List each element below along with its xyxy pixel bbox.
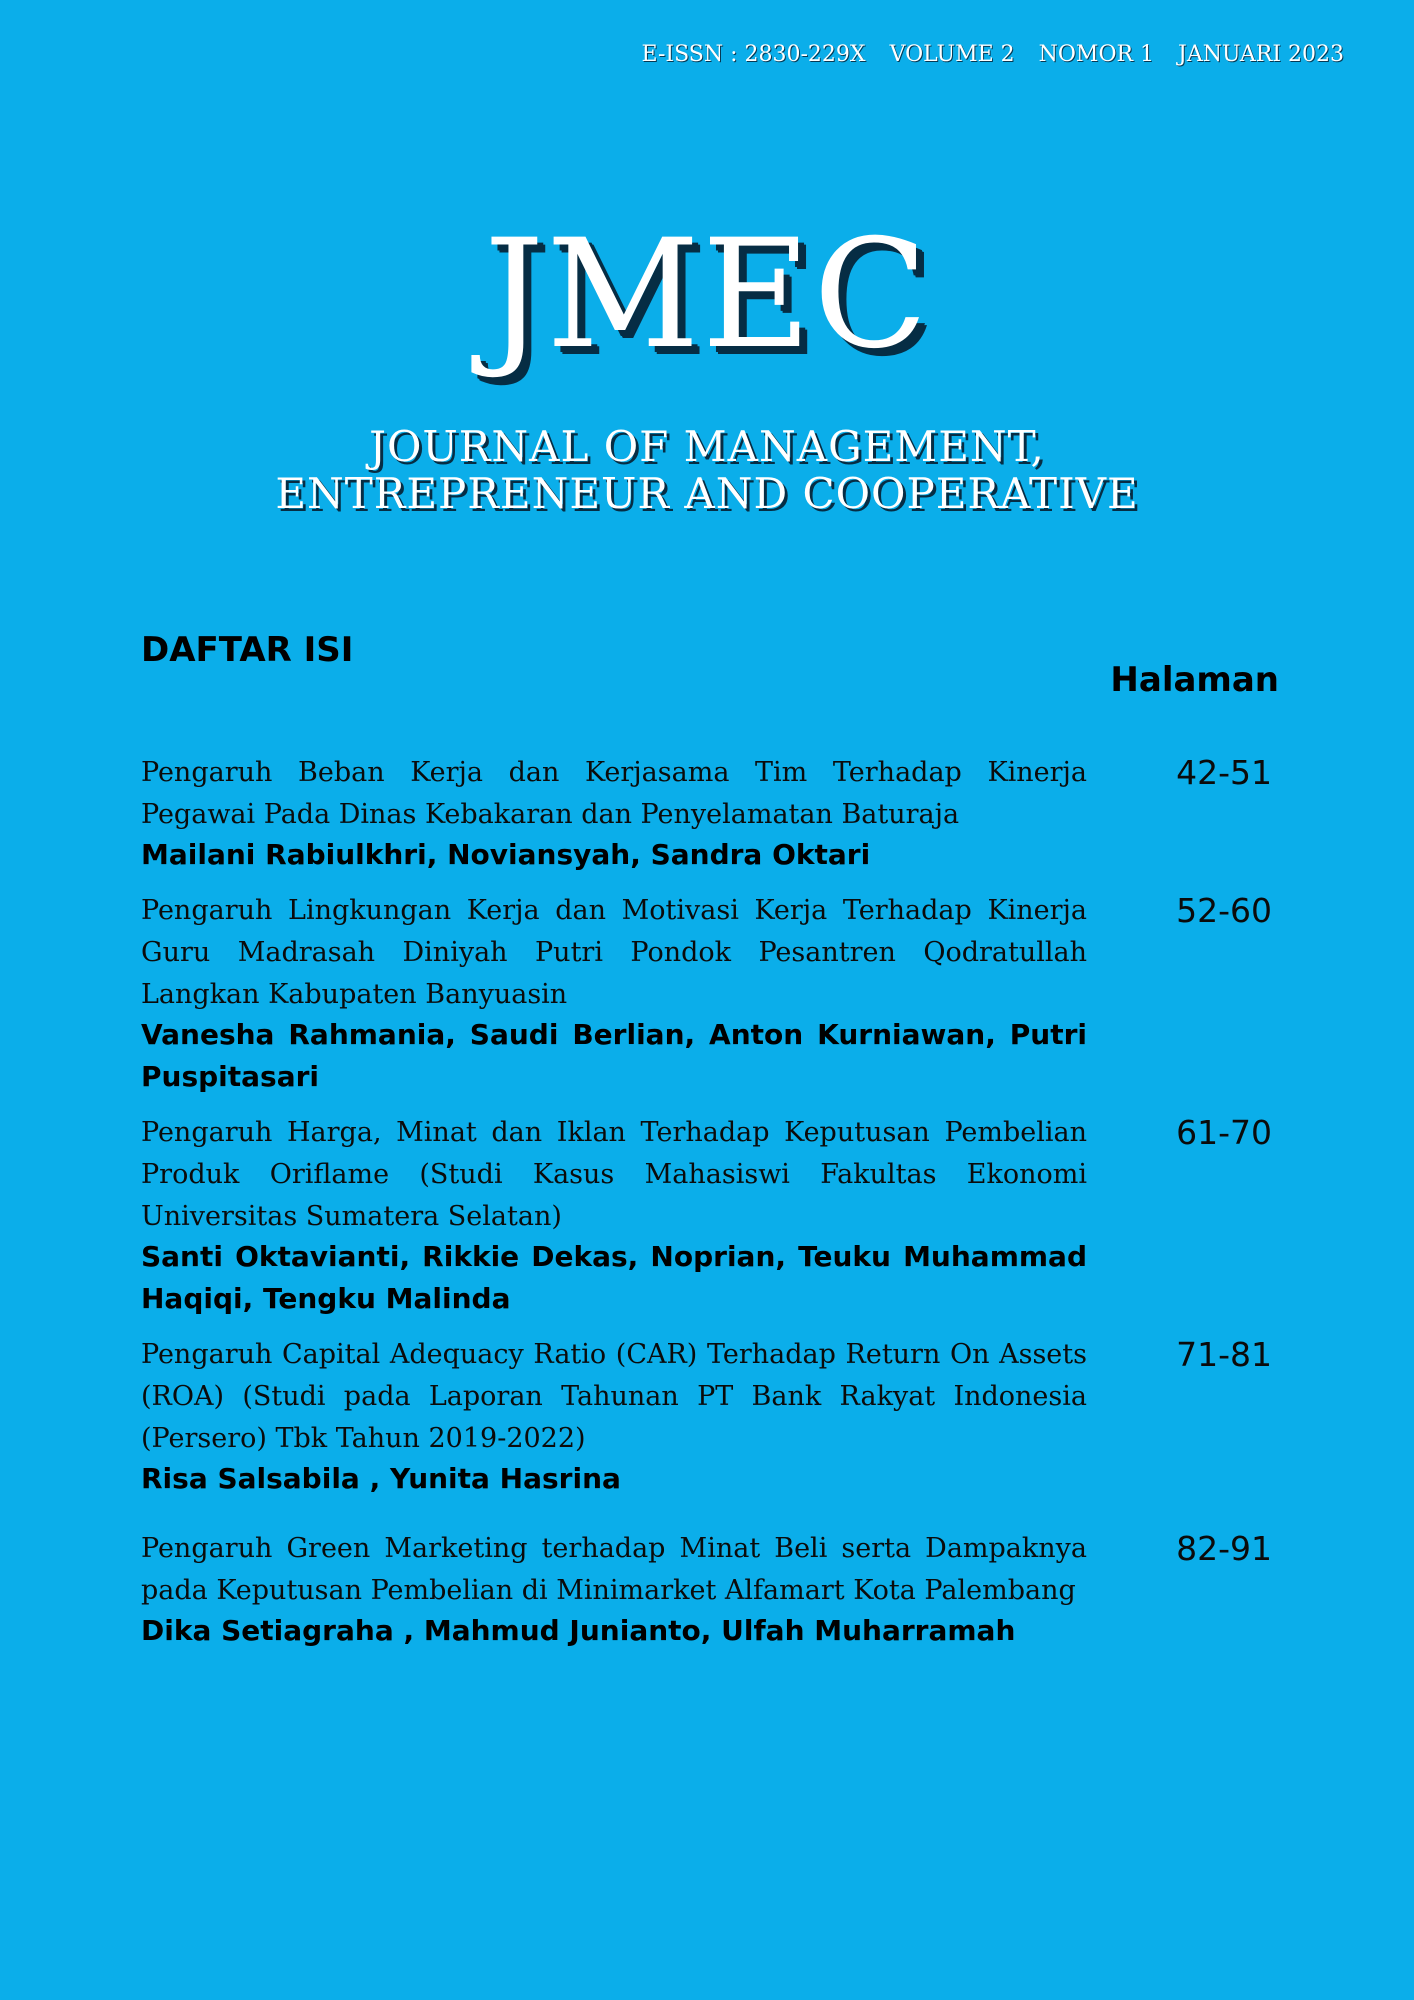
issue-info bbox=[642, 42, 1345, 67]
toc-entry-3 bbox=[141, 1112, 1272, 1320]
eissn-label: E-ISSN : 2830-229X bbox=[641, 42, 866, 67]
article-title: Pengaruh Lingkungan Kerja dan Motivasi Kerja Terhadap Kinerja Guru Madrasah Diniyah Putri Pondok Pesantren Qodratullah Langkan Kabupaten Banyuasin bbox=[141, 895, 1087, 1010]
toc-entry-5 bbox=[141, 1528, 1272, 1652]
issue-date-label: JANUARI 2023 bbox=[1178, 42, 1344, 67]
journal-name-line-2: ENTREPRENEUR AND COOPERATIVE bbox=[275, 469, 1139, 518]
volume-label: VOLUME 2 bbox=[889, 42, 1015, 67]
article-pages: 71-81 bbox=[1176, 1335, 1272, 1374]
toc-entry-4 bbox=[141, 1334, 1272, 1500]
number-label: NOMOR 1 bbox=[1038, 42, 1155, 67]
article-title: Pengaruh Harga, Minat dan Iklan Terhadap Keputusan Pembelian Produk Oriflame (Studi Kasus Mahasiswi Fakultas Ekonomi Universitas Sumatera Selatan) bbox=[141, 1117, 1087, 1232]
journal-name-line-1: JOURNAL OF MANAGEMENT, bbox=[369, 422, 1045, 471]
article-authors: Santi Oktavianti, Rikkie Dekas, Noprian, Teuku Muhammad Haqiqi, Tengku Malinda bbox=[141, 1240, 1087, 1315]
article-authors: Vanesha Rahmania, Saudi Berlian, Anton Kurniawan, Putri Puspitasari bbox=[141, 1018, 1087, 1093]
article-title: Pengaruh Green Marketing terhadap Minat Beli serta Dampaknya pada Keputusan Pembelian di Minimarket Alfamart Kota Palembang bbox=[141, 1533, 1087, 1606]
article-pages: 42-51 bbox=[1176, 753, 1272, 792]
toc-entry-1 bbox=[141, 752, 1272, 876]
article-authors: Dika Setiagraha , Mahmud Junianto, Ulfah Muharramah bbox=[141, 1614, 1016, 1647]
article-pages: 52-60 bbox=[1176, 891, 1272, 930]
article-title: Pengaruh Beban Kerja dan Kerjasama Tim Terhadap Kinerja Pegawai Pada Dinas Kebakaran dan Penyelamatan Baturaja bbox=[141, 757, 1087, 830]
page-column-heading: Halaman bbox=[1110, 660, 1279, 700]
article-pages: 61-70 bbox=[1176, 1113, 1272, 1152]
article-title: Pengaruh Capital Adequacy Ratio (CAR) Terhadap Return On Assets (ROA) (Studi pada Laporan Tahunan PT Bank Rakyat Indonesia (Persero) Tbk Tahun 2019-2022) bbox=[141, 1339, 1087, 1454]
table-of-contents-heading: DAFTAR ISI bbox=[141, 630, 354, 670]
journal-full-name bbox=[0, 423, 1414, 517]
article-pages: 82-91 bbox=[1176, 1529, 1272, 1568]
toc-entry-2 bbox=[141, 890, 1272, 1098]
article-authors: Mailani Rabiulkhri, Noviansyah, Sandra Oktari bbox=[141, 838, 871, 871]
article-authors: Risa Salsabila , Yunita Hasrina bbox=[141, 1462, 621, 1495]
journal-acronym-logo: JMEC bbox=[484, 208, 930, 382]
